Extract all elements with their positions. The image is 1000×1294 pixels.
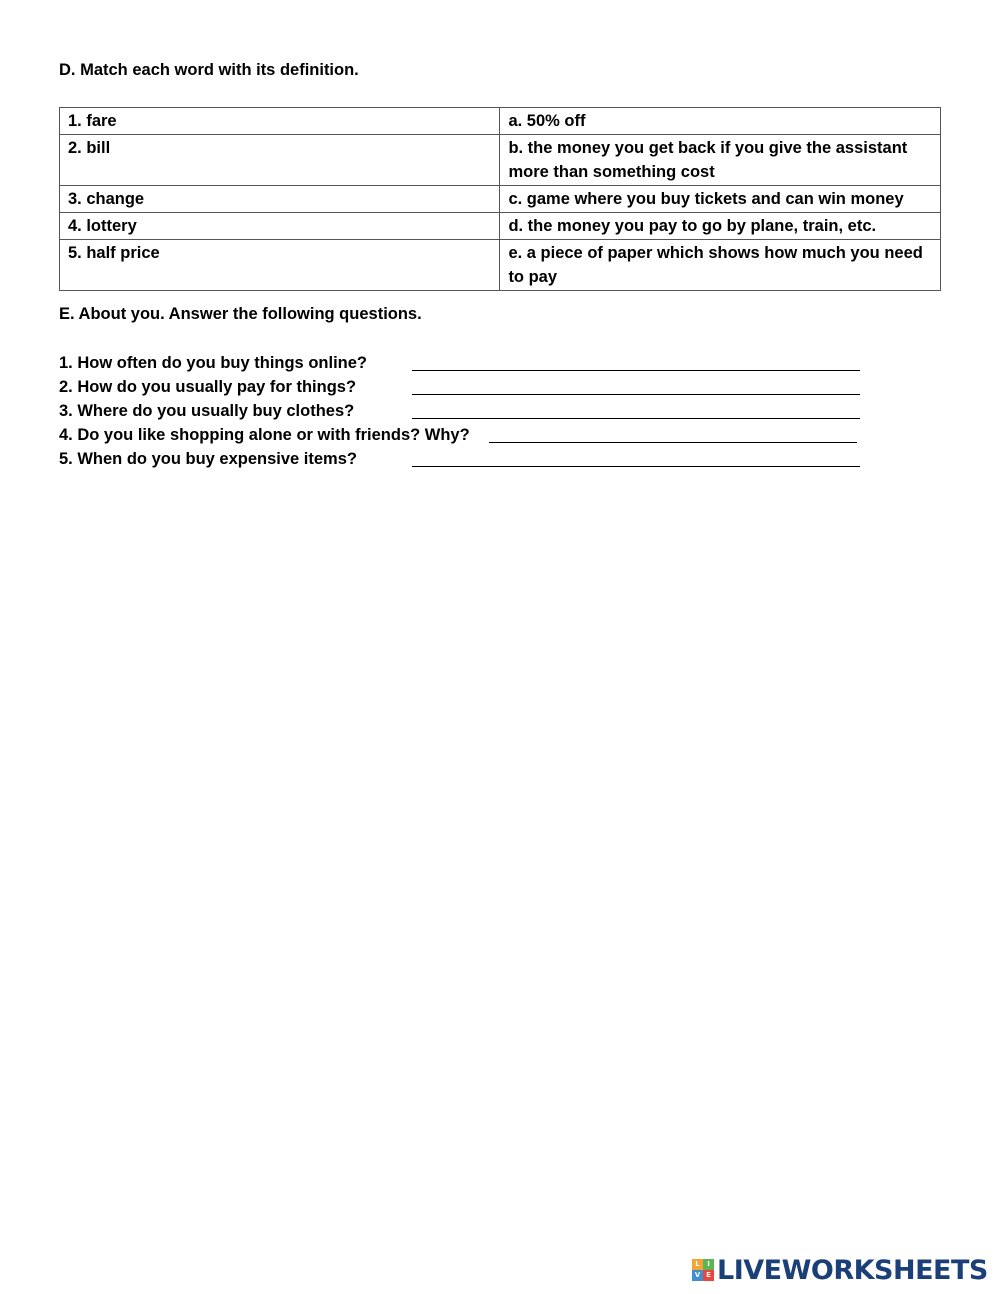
word-cell: 1. fare bbox=[60, 108, 500, 135]
question-row bbox=[59, 448, 879, 472]
table-row bbox=[60, 135, 941, 186]
answer-line[interactable] bbox=[412, 466, 860, 467]
logo-mark-tile: E bbox=[703, 1270, 714, 1281]
matching-table bbox=[59, 107, 941, 291]
answer-line[interactable] bbox=[489, 442, 857, 443]
table-row bbox=[60, 108, 941, 135]
question-text: 4. Do you like shopping alone or with friends? Why? bbox=[59, 426, 470, 444]
table-row bbox=[60, 240, 941, 291]
question-row bbox=[59, 424, 879, 448]
definition-cell: c. game where you buy tickets and can win money bbox=[500, 186, 941, 213]
logo-mark-tile: L bbox=[692, 1259, 703, 1270]
word-cell: 5. half price bbox=[60, 240, 500, 291]
question-row bbox=[59, 376, 879, 400]
section-e-heading: E. About you. Answer the following questions. bbox=[59, 305, 422, 323]
question-row bbox=[59, 400, 879, 424]
word-cell: 2. bill bbox=[60, 135, 500, 186]
definition-cell: a. 50% off bbox=[500, 108, 941, 135]
definition-cell: d. the money you pay to go by plane, train, etc. bbox=[500, 213, 941, 240]
definition-cell: b. the money you get back if you give the assistant more than something cost bbox=[500, 135, 941, 186]
logo-mark-tile: V bbox=[692, 1270, 703, 1281]
answer-line[interactable] bbox=[412, 418, 860, 419]
table-row bbox=[60, 213, 941, 240]
question-text: 3. Where do you usually buy clothes? bbox=[59, 402, 355, 420]
question-row bbox=[59, 352, 879, 376]
definition-cell: e. a piece of paper which shows how much you need to pay bbox=[500, 240, 941, 291]
liveworksheets-logo bbox=[692, 1254, 988, 1286]
logo-mark-tile: I bbox=[703, 1259, 714, 1270]
table-row bbox=[60, 186, 941, 213]
answer-line[interactable] bbox=[412, 370, 860, 371]
word-cell: 4. lottery bbox=[60, 213, 500, 240]
section-d-heading: D. Match each word with its definition. bbox=[59, 61, 359, 79]
question-text: 1. How often do you buy things online? bbox=[59, 354, 367, 372]
question-list bbox=[59, 352, 879, 472]
logo-mark-icon bbox=[692, 1259, 714, 1281]
question-text: 2. How do you usually pay for things? bbox=[59, 378, 357, 396]
answer-line[interactable] bbox=[412, 394, 860, 395]
word-cell: 3. change bbox=[60, 186, 500, 213]
logo-text: LIVEWORKSHEETS bbox=[717, 1254, 988, 1286]
question-text: 5. When do you buy expensive items? bbox=[59, 450, 357, 468]
